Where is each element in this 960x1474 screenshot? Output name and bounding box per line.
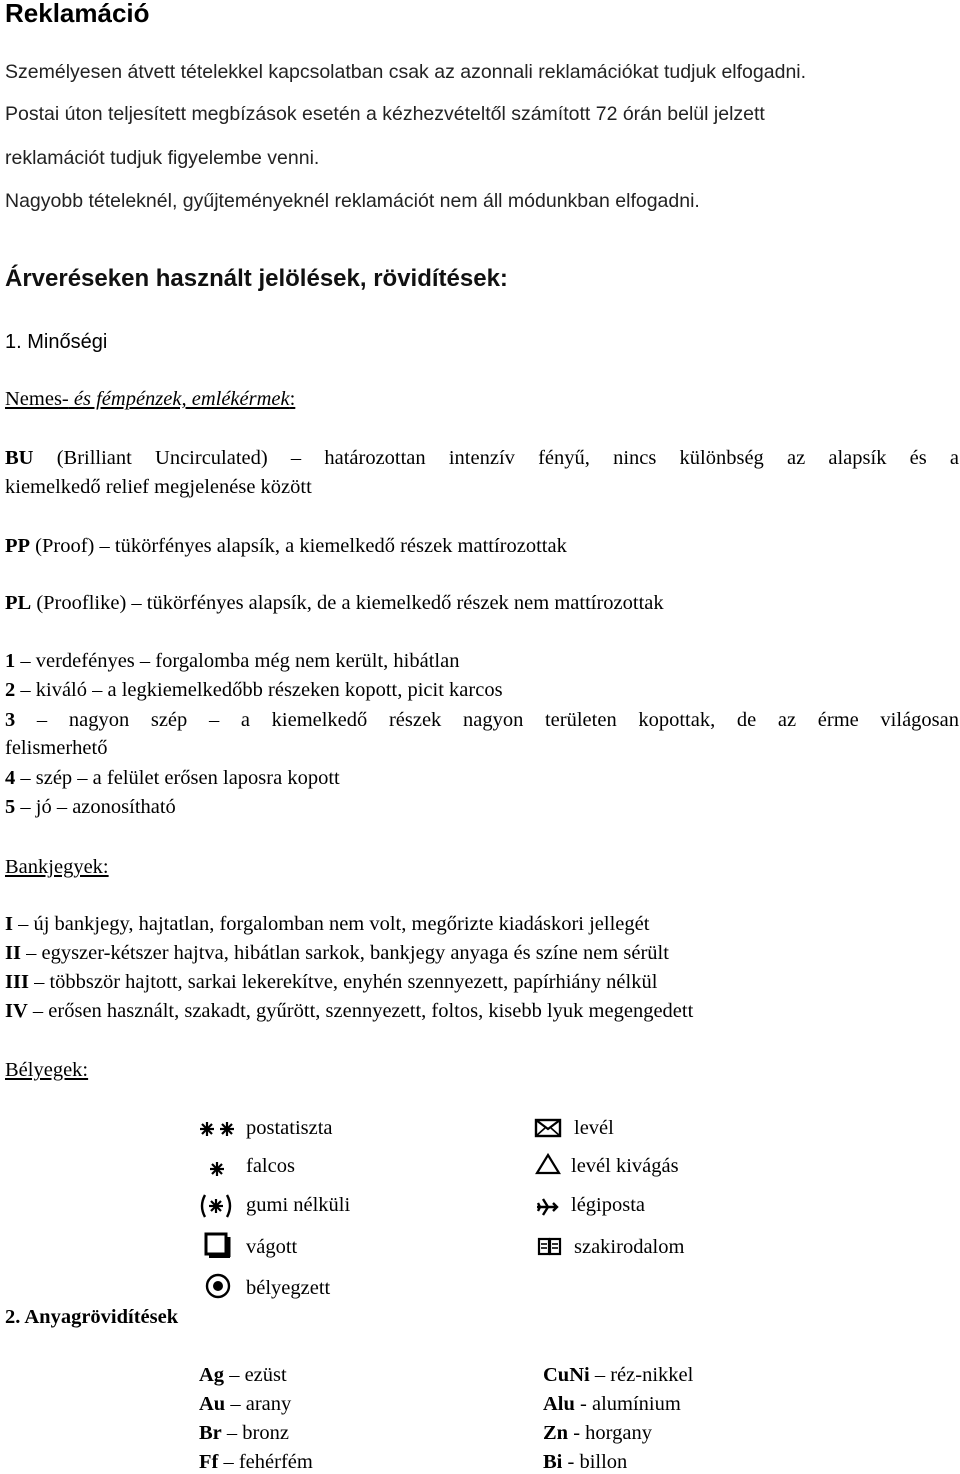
material-alu bbox=[543, 1393, 681, 1416]
grade-code: 3 bbox=[5, 709, 16, 731]
material-cuni bbox=[543, 1364, 693, 1387]
material-name: billon bbox=[579, 1451, 628, 1473]
material-br bbox=[199, 1422, 289, 1445]
grade-1 bbox=[5, 650, 459, 673]
material-separator: – bbox=[229, 1364, 240, 1386]
pp-code: PP bbox=[5, 535, 31, 557]
grade-5 bbox=[5, 796, 176, 819]
material-code: Br bbox=[199, 1422, 222, 1444]
section-2-heading: 2. Anyagrövidítések bbox=[5, 1306, 179, 1328]
stamp-label-level-kivagas: levél kivágás bbox=[571, 1155, 679, 1177]
grade-code: 2 bbox=[5, 679, 16, 701]
pl-code: PL bbox=[5, 592, 32, 614]
coins-heading-colon: : bbox=[289, 388, 296, 410]
section-1-heading: 1. Minőségi bbox=[5, 331, 108, 353]
material-au bbox=[199, 1393, 291, 1416]
material-separator: – bbox=[223, 1451, 234, 1473]
grade-3 bbox=[5, 709, 959, 732]
material-separator: - bbox=[573, 1422, 581, 1444]
abbreviations-heading: Árveréseken használt jelölések, rövidítések: bbox=[5, 265, 508, 292]
pp-line bbox=[5, 535, 567, 558]
banknote-text: – többször hajtott, sarkai lekerekítve, enyhén szennyezett, papírhiány nélkül bbox=[34, 971, 658, 993]
bu-text: (Brilliant Uncirculated) – határozottan intenzív fényű, nincs különbség az alapsík és a bbox=[56, 447, 960, 469]
material-separator: - bbox=[567, 1451, 575, 1473]
material-separator: – bbox=[226, 1422, 238, 1444]
banknote-grade-4 bbox=[5, 1000, 693, 1023]
stamp-label-legiposta: légiposta bbox=[571, 1194, 646, 1216]
banknote-code: III bbox=[5, 971, 29, 993]
intro-line-4: Nagyobb tételeknél, gyűjteményeknél reklamációt nem áll módunkban elfogadni. bbox=[5, 190, 700, 212]
grade-code: 1 bbox=[5, 650, 16, 672]
material-code: CuNi bbox=[543, 1364, 590, 1386]
stamp-label-belyegzett: bélyegzett bbox=[246, 1277, 331, 1299]
material-code: Ff bbox=[199, 1451, 219, 1473]
open-book-icon bbox=[537, 1237, 563, 1257]
material-code: Au bbox=[199, 1393, 226, 1415]
material-name: réz-nikkel bbox=[610, 1364, 694, 1386]
banknote-code: II bbox=[5, 942, 21, 964]
material-name: ezüst bbox=[244, 1364, 287, 1386]
grade-text: – nagyon szép – a kiemelkedő részek nagyon területen kopottak, de az érme világosan bbox=[36, 709, 959, 731]
material-code: Bi bbox=[543, 1451, 563, 1473]
stamp-label-level: levél bbox=[574, 1117, 614, 1139]
banknote-grade-1 bbox=[5, 913, 649, 936]
material-name: horgany bbox=[585, 1422, 652, 1444]
banknote-grade-3 bbox=[5, 971, 657, 994]
grade-code: 5 bbox=[5, 796, 16, 818]
banknote-text: – erősen használt, szakadt, gyűrött, szennyezett, foltos, kisebb lyuk megengedett bbox=[32, 1000, 694, 1022]
material-zn bbox=[543, 1422, 652, 1445]
coins-heading-plain: Nemes- bbox=[5, 388, 69, 410]
material-name: fehérfém bbox=[238, 1451, 313, 1473]
banknotes-heading: Bankjegyek: bbox=[5, 856, 109, 878]
pl-text: (Prooflike) – tükörfényes alapsík, de a kiemelkedő részek nem mattírozottak bbox=[36, 592, 664, 614]
material-separator: - bbox=[580, 1393, 587, 1415]
bu-code: BU bbox=[5, 447, 34, 469]
grade-4 bbox=[5, 767, 340, 790]
coins-heading bbox=[5, 388, 295, 411]
square-icon bbox=[204, 1232, 232, 1258]
grade-2 bbox=[5, 679, 503, 702]
intro-line-3: reklamációt tudjuk figyelembe venni. bbox=[5, 147, 320, 169]
material-separator: – bbox=[230, 1393, 241, 1415]
grade-text: – verdefényes – forgalomba még nem került, hibátlan bbox=[20, 650, 460, 672]
coins-heading-italic: és fémpénzek, emlékérmek bbox=[68, 388, 290, 410]
intro-line-1: Személyesen átvett tételekkel kapcsolatban csak az azonnali reklamációkat tudjuk elfogadni. bbox=[5, 61, 807, 83]
bu-line-1 bbox=[5, 447, 959, 470]
grade-text: – szép – a felület erősen laposra kopott bbox=[20, 767, 340, 789]
material-code: Ag bbox=[199, 1364, 225, 1386]
material-separator: – bbox=[594, 1364, 606, 1386]
airplane-icon bbox=[535, 1196, 559, 1218]
stamp-label-szakirodalom: szakirodalom bbox=[574, 1236, 685, 1258]
double-asterisk-icon bbox=[198, 1120, 238, 1138]
material-code: Alu bbox=[543, 1393, 575, 1415]
material-ag bbox=[199, 1364, 287, 1387]
banknote-text: – új bankjegy, hajtatlan, forgalomban nem volt, megőrizte kiadáskori jellegét bbox=[18, 913, 650, 935]
grade-text: – jó – azonosítható bbox=[20, 796, 176, 818]
material-bi bbox=[543, 1451, 627, 1474]
material-name: alumínium bbox=[591, 1393, 681, 1415]
banknote-grade-2 bbox=[5, 942, 669, 965]
grade-3-line-2: felismerhető bbox=[5, 737, 108, 759]
pl-line bbox=[5, 592, 664, 615]
material-name: arany bbox=[245, 1393, 292, 1415]
material-code: Zn bbox=[543, 1422, 569, 1444]
material-name: bronz bbox=[242, 1422, 289, 1444]
postmark-circle-icon bbox=[204, 1272, 232, 1300]
stamp-label-falcos: falcos bbox=[246, 1155, 295, 1177]
banknote-code: IV bbox=[5, 1000, 28, 1022]
stamps-heading: Bélyegek: bbox=[5, 1059, 89, 1081]
bu-line-2: kiemelkedő relief megjelenése között bbox=[5, 476, 312, 498]
stamp-label-gumi-nelkuli: gumi nélküli bbox=[246, 1194, 351, 1216]
banknote-code: I bbox=[5, 913, 13, 935]
grade-code: 4 bbox=[5, 767, 16, 789]
page-title: Reklamáció bbox=[5, 0, 150, 28]
grade-text: – kiváló – a legkiemelkedőbb részeken kopott, picit karcos bbox=[20, 679, 503, 701]
stamp-label-vagott: vágott bbox=[246, 1236, 298, 1258]
banknote-text: – egyszer-kétszer hajtva, hibátlan sarkok, bankjegy anyaga és színe nem sérült bbox=[26, 942, 669, 964]
pp-text: (Proof) – tükörfényes alapsík, a kiemelkedő részek mattírozottak bbox=[35, 535, 567, 557]
stamp-label-postatiszta: postatiszta bbox=[246, 1117, 333, 1139]
asterisk-icon bbox=[208, 1160, 226, 1178]
triangle-icon bbox=[535, 1153, 561, 1175]
asterisk-in-parentheses-icon bbox=[198, 1193, 234, 1219]
intro-line-2: Postai úton teljesített megbízások esetén a kézhezvételtől számított 72 órán belül jelzett bbox=[5, 103, 765, 125]
material-ff bbox=[199, 1451, 313, 1474]
envelope-icon bbox=[534, 1118, 562, 1138]
